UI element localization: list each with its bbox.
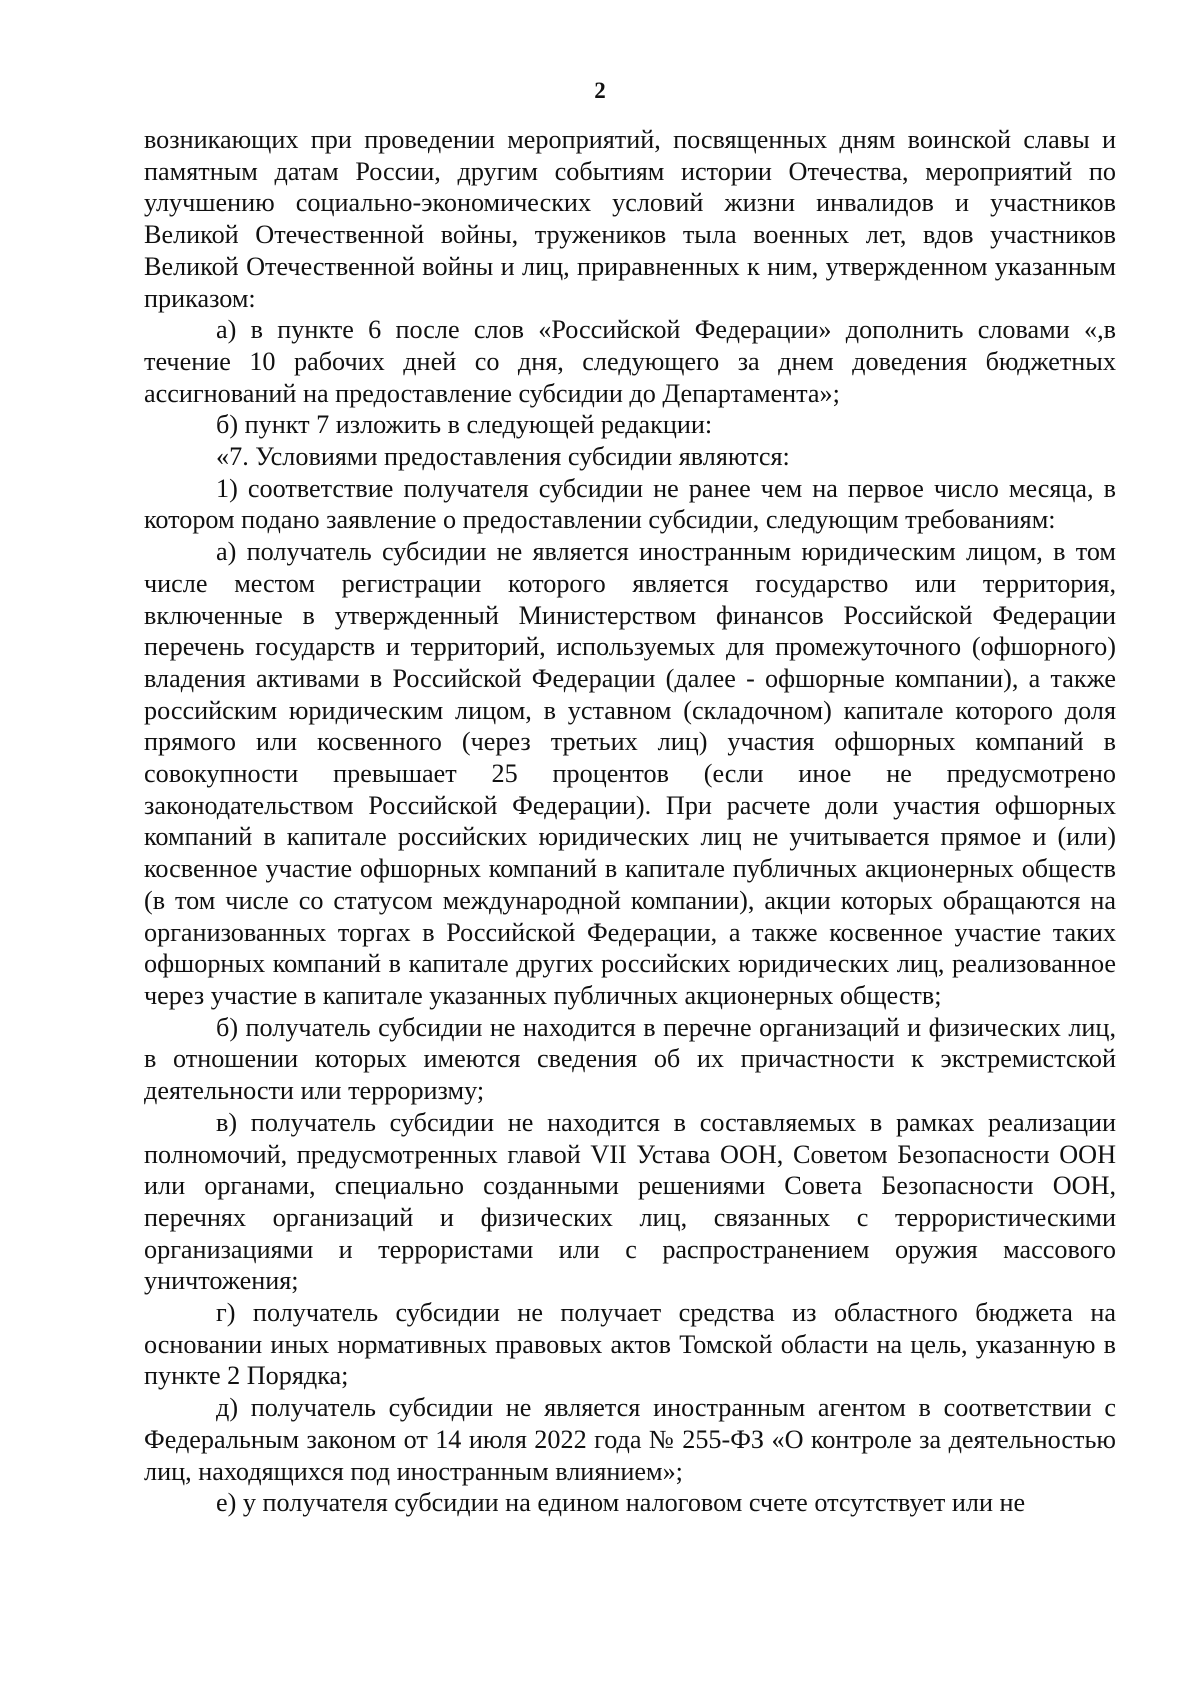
paragraph-requirement-g: г) получатель субсидии не получает средства из областного бюджета на основании иных нормативных правовых актов Томской области на цель, указанную в пункте 2 Порядка; xyxy=(144,1298,1116,1391)
paragraph-condition-1: 1) соответствие получателя субсидии не ранее чем на первое число месяца, в котором подано заявление о предоставлении субсидии, следующим требованиям: xyxy=(144,473,1116,535)
document-body xyxy=(144,124,1116,1519)
paragraph-item-a-punkt-6: а) в пункте 6 после слов «Российской Федерации» дополнить словами «,в течение 10 рабочих дней со дня, следующего за днем доведения бюджетных ассигнований на предоставление субсидии до Департамента»; xyxy=(144,315,1116,408)
paragraph-requirement-b: б) получатель субсидии не находится в перечне организаций и физических лиц, в отношении которых имеются сведения об их причастности к экстремистской деятельности или терроризму; xyxy=(144,1012,1116,1106)
paragraph-continuation: возникающих при проведении мероприятий, посвященных дням воинской славы и памятным датам России, другим событиям истории Отечества, мероприятий по улучшению социально-экономических условий жизни инвалидов и участников Великой Отечественной войны, тружеников тыла военных лет, вдов участников Великой Отечественной войны и лиц, приравненных к ним, утвержденном указанным приказом: xyxy=(144,125,1116,313)
paragraph-item-b-punkt-7: б) пункт 7 изложить в следующей редакции: xyxy=(216,410,713,440)
paragraph-requirement-e: е) у получателя субсидии на едином налоговом счете отсутствует или не xyxy=(216,1488,1026,1518)
paragraph-requirement-v: в) получатель субсидии не находится в составляемых в рамках реализации полномочий, предусмотренных главой VII Устава ООН, Советом Безопасности ООН или органами, специально созданными решениями Совета Безопасности ООН, перечнях организаций и физических лиц, связанных с террористическими организациями и террористами или с распространением оружия массового уничтожения; xyxy=(144,1107,1116,1296)
page-number: 2 xyxy=(594,78,606,103)
paragraph-requirement-d: д) получатель субсидии не является иностранным агентом в соответствии с Федеральным законом от 14 июля 2022 года № 255-ФЗ «О контроле за деятельностью лиц, находящихся под иностранным влиянием»; xyxy=(144,1393,1116,1486)
paragraph-punkt-7-heading: «7. Условиями предоставления субсидии являются: xyxy=(216,442,790,472)
paragraph-requirement-a: а) получатель субсидии не является иностранным юридическим лицом, в том числе местом регистрации которого является государство или территория, включенные в утвержденный Министерством финансов Российской Федерации перечень государств и территорий, используемых для промежуточного (офшорного) владения активами в Российской Федерации (далее - офшорные компании), а также российским юридическим лицом, в уставном (складочном) капитале которого доля прямого или косвенного (через третьих лиц) участия офшорных компаний в совокупности превышает 25 процентов (если иное не предусмотрено законодательством Российской Федерации). При расчете доли участия офшорных компаний в капитале российских юридических лиц не учитывается прямое и (или) косвенное участие офшорных компаний в капитале публичных акционерных обществ (в том числе со статусом международной компании), акции которых обращаются на организованных торгах в Российской Федерации, а также косвенное участие таких офшорных компаний в капитале других российских юридических лиц, реализованное через участие в капитале указанных публичных акционерных обществ; xyxy=(144,537,1116,1010)
